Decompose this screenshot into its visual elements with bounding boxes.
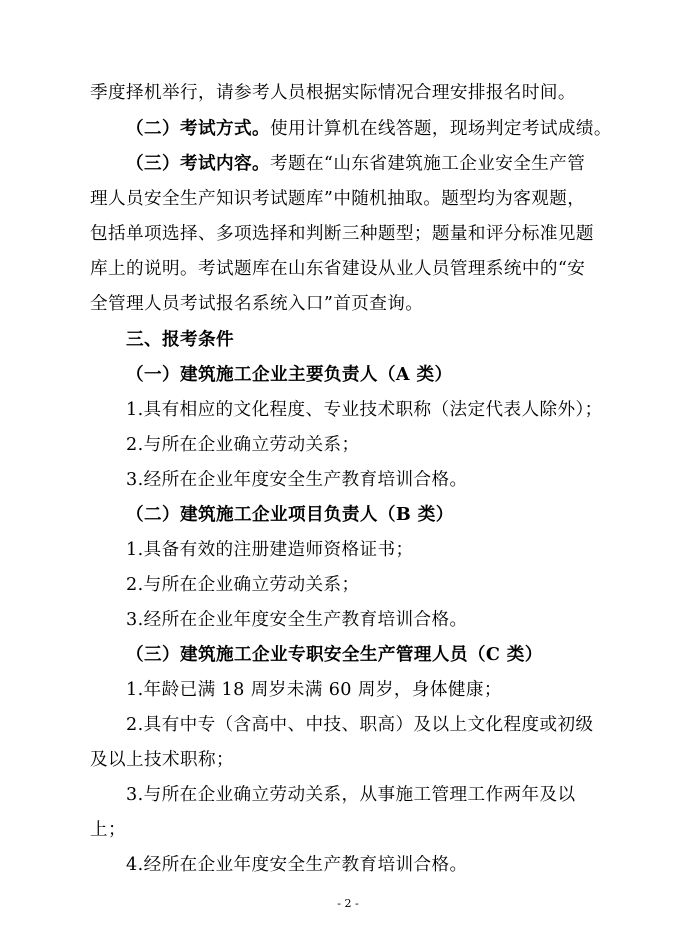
subheading-text: （二）建筑施工企业项目负责人（B 类） [126,504,454,525]
list-item-text: 1.具备有效的注册建造师资格证书； [126,540,414,560]
list-item [126,469,608,491]
paragraph-line [90,258,608,280]
list-item [126,539,608,561]
list-item [126,854,608,876]
list-item-text: 及以上技术职称； [90,750,234,770]
list-item-continuation [90,749,608,771]
list-item [126,434,608,456]
section-heading-requirements [126,329,608,351]
exam-content-text: 考题在“山东省建筑施工企业安全生产管 [269,154,586,174]
paragraph-exam-content [126,153,608,175]
exam-content-label: （三）考试内容。 [126,153,270,174]
exam-method-label: （二）考试方式。 [126,118,270,139]
paragraph-line [90,293,608,315]
list-item-text: 2.与所在企业确立劳动关系； [126,435,360,455]
list-item [126,574,608,596]
paragraph-exam-method [126,118,612,140]
list-item-text: 3.经所在企业年度安全生产教育培训合格。 [126,470,468,490]
paragraph-line [90,223,608,245]
list-item-text: 1.具有相应的文化程度、专业技术职称（法定代表人除外）； [126,400,603,420]
paragraph-line [90,188,608,210]
line-text: 包括单项选择、多项选择和判断三种题型；题量和评分标准见题 [90,224,594,244]
subheading-class-c [126,644,608,666]
list-item-text: 3.与所在企业确立劳动关系，从事施工管理工作两年及以 [126,785,576,805]
subheading-class-b [126,504,608,526]
line-text: 理人员安全生产知识考试题库”中随机抽取。题型均为客观题， [90,189,586,209]
line-text: 库上的说明。考试题库在山东省建设从业人员管理系统中的“安 [90,259,586,279]
subheading-class-a [126,364,608,386]
line-text: 季度择机举行，请参考人员根据实际情况合理安排报名时间。 [90,83,576,103]
list-item [126,714,608,736]
list-item [126,679,608,701]
line-text: 全管理人员考试报名系统入口”首页查询。 [90,294,424,314]
list-item-continuation [90,819,608,841]
section-heading-text: 三、报考条件 [126,329,234,350]
list-item-text: 2.与所在企业确立劳动关系； [126,575,360,595]
list-item-text: 2.具有中专（含高中、中技、职高）及以上文化程度或初级 [126,715,594,735]
list-item [126,784,608,806]
exam-method-text: 使用计算机在线答题，现场判定考试成绩。 [269,119,612,139]
paragraph-line-continuation [90,82,608,104]
list-item-text: 4.经所在企业年度安全生产教育培训合格。 [126,855,468,875]
list-item-text: 3.经所在企业年度安全生产教育培训合格。 [126,610,468,630]
page-number: - 2 - [337,897,359,910]
subheading-text: （一）建筑施工企业主要负责人（A 类） [126,364,453,385]
list-item [126,399,608,421]
list-item-text: 上； [90,820,126,840]
list-item [126,609,608,631]
subheading-text: （三）建筑施工企业专职安全生产管理人员（C 类） [126,644,543,665]
list-item-text: 1.年龄已满 18 周岁未满 60 周岁，身体健康； [126,680,502,700]
